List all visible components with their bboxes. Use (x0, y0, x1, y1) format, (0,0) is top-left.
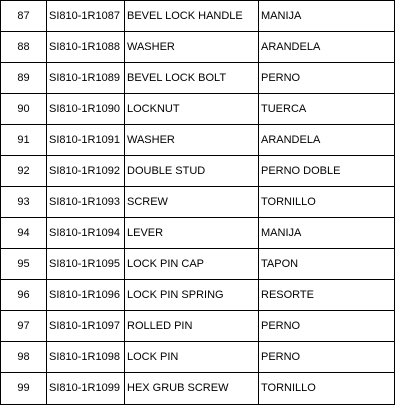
table-row (1, 125, 395, 156)
item-number: 94 (1, 218, 47, 249)
part-description-spanish: PERNO (259, 342, 395, 373)
part-code: SI810-1R1092 (47, 156, 125, 187)
table-row (1, 1, 395, 32)
part-description: BEVEL LOCK HANDLE (125, 1, 259, 32)
part-code: SI810-1R1093 (47, 187, 125, 218)
table-row (1, 373, 395, 405)
table-row (1, 280, 395, 311)
part-description: WASHER (125, 32, 259, 63)
part-code: SI810-1R1095 (47, 249, 125, 280)
part-description-spanish: TORNILLO (259, 187, 395, 218)
item-number: 97 (1, 311, 47, 342)
part-description-spanish: TUERCA (259, 94, 395, 125)
item-number: 88 (1, 32, 47, 63)
table-row (1, 311, 395, 342)
part-code: SI810-1R1096 (47, 280, 125, 311)
item-number: 99 (1, 373, 47, 405)
item-number: 89 (1, 63, 47, 94)
part-code: SI810-1R1089 (47, 63, 125, 94)
part-description-spanish: PERNO (259, 311, 395, 342)
part-description: BEVEL LOCK BOLT (125, 63, 259, 94)
part-description-spanish: PERNO DOBLE (259, 156, 395, 187)
item-number: 93 (1, 187, 47, 218)
part-description: LEVER (125, 218, 259, 249)
item-number: 96 (1, 280, 47, 311)
part-description: WASHER (125, 125, 259, 156)
part-description-spanish: MANIJA (259, 1, 395, 32)
part-description: HEX GRUB SCREW (125, 373, 259, 405)
part-code: SI810-1R1098 (47, 342, 125, 373)
table-row (1, 63, 395, 94)
part-description-spanish: PERNO (259, 63, 395, 94)
table-row (1, 187, 395, 218)
table-row (1, 218, 395, 249)
part-description-spanish: ARANDELA (259, 125, 395, 156)
part-description: ROLLED PIN (125, 311, 259, 342)
part-code: SI810-1R1094 (47, 218, 125, 249)
part-description-spanish: TORNILLO (259, 373, 395, 405)
part-code: SI810-1R1087 (47, 1, 125, 32)
item-number: 87 (1, 1, 47, 32)
part-description: LOCKNUT (125, 94, 259, 125)
part-description: DOUBLE STUD (125, 156, 259, 187)
part-description-spanish: ARANDELA (259, 32, 395, 63)
part-description-spanish: MANIJA (259, 218, 395, 249)
part-code: SI810-1R1088 (47, 32, 125, 63)
table-row (1, 156, 395, 187)
item-number: 95 (1, 249, 47, 280)
part-description: LOCK PIN SPRING (125, 280, 259, 311)
item-number: 92 (1, 156, 47, 187)
item-number: 90 (1, 94, 47, 125)
item-number: 91 (1, 125, 47, 156)
table-row (1, 32, 395, 63)
part-code: SI810-1R1097 (47, 311, 125, 342)
part-code: SI810-1R1091 (47, 125, 125, 156)
part-description: LOCK PIN CAP (125, 249, 259, 280)
part-description-spanish: RESORTE (259, 280, 395, 311)
part-code: SI810-1R1090 (47, 94, 125, 125)
table-row (1, 342, 395, 373)
table-row (1, 249, 395, 280)
part-description: LOCK PIN (125, 342, 259, 373)
part-description: SCREW (125, 187, 259, 218)
item-number: 98 (1, 342, 47, 373)
part-description-spanish: TAPON (259, 249, 395, 280)
table-row (1, 94, 395, 125)
part-code: SI810-1R1099 (47, 373, 125, 405)
